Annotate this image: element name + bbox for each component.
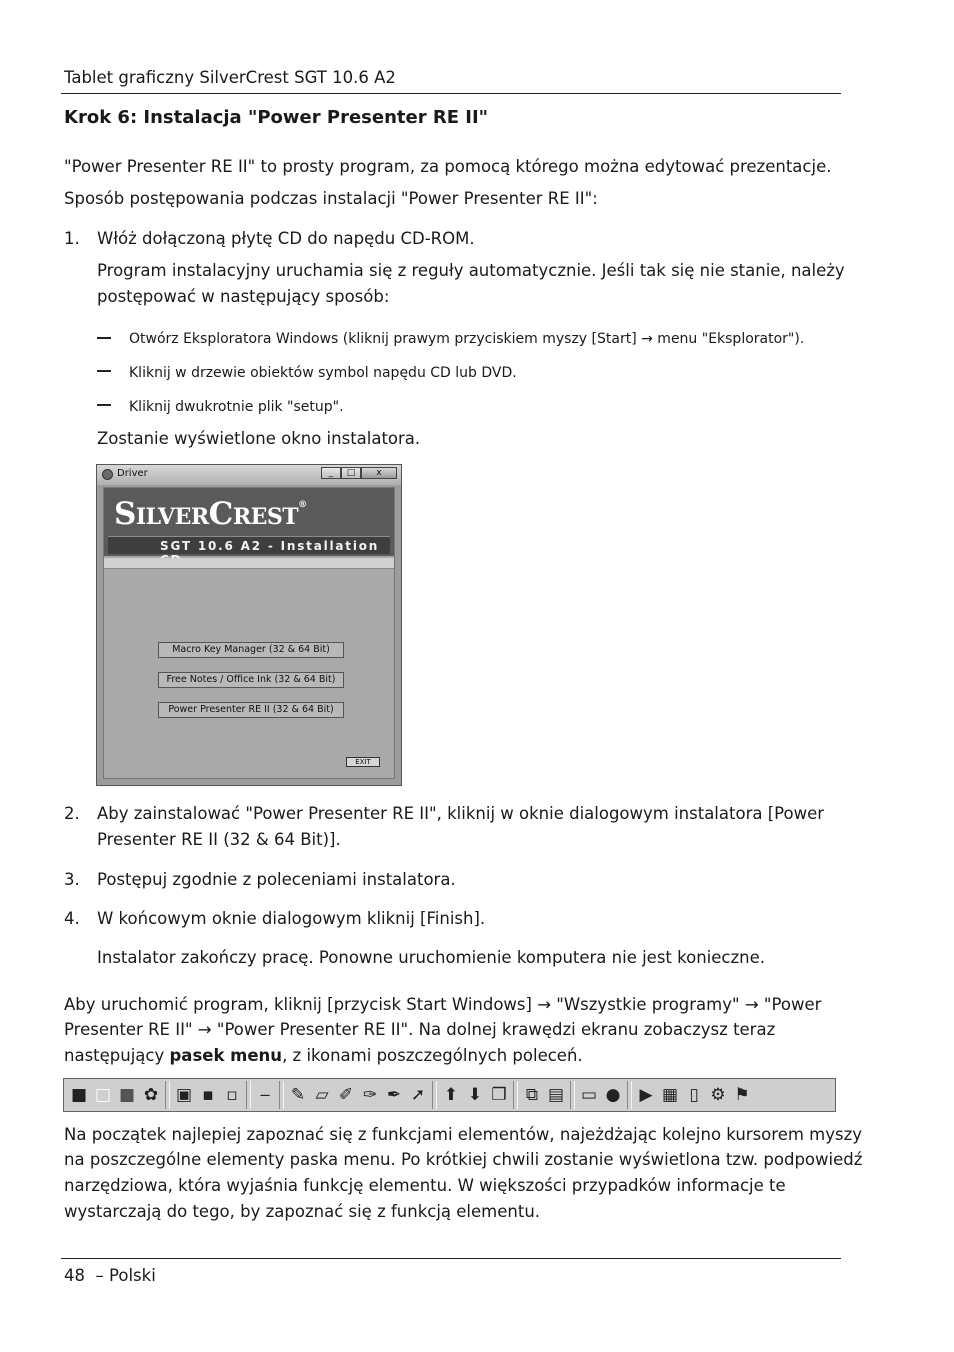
exit-button[interactable]: EXIT	[346, 757, 380, 767]
intro-paragraph: "Power Presenter RE II" to prosty program, za pomocą którego można edytować prezentacje.	[64, 157, 832, 176]
bullet-dash	[97, 337, 111, 339]
menu-bar-term: pasek menu	[169, 1046, 283, 1065]
installer-divider-strip	[104, 558, 394, 569]
save-icon[interactable]: ▤	[547, 1085, 565, 1105]
copy-pages-icon[interactable]: ❐	[491, 1085, 507, 1105]
highlighter-icon[interactable]: ✒	[386, 1085, 402, 1105]
toolbar-separator	[513, 1081, 518, 1109]
bullet-item: Kliknij w drzewie obiektów symbol napędu CD lub DVD.	[129, 365, 517, 381]
exit-icon[interactable]: ⚑	[734, 1085, 750, 1105]
step-2-line1: Aby zainstalować "Power Presenter RE II", kliknij w oknie dialogowym instalatora [Power	[97, 804, 825, 823]
toolbar-separator	[570, 1081, 575, 1109]
bullet-item: Otwórz Eksploratora Windows (kliknij prawym przyciskiem myszy [Start] → menu "Eksplorator").	[129, 331, 805, 347]
step-4-text: W końcowym oknie dialogowym kliknij [Finish].	[97, 909, 486, 928]
settings-icon[interactable]: ⚙	[710, 1085, 726, 1105]
running-header: Tablet graficzny SilverCrest SGT 10.6 A2	[64, 68, 396, 87]
line-width-icon[interactable]: ‒	[259, 1085, 271, 1105]
document-icon[interactable]: ▯	[689, 1085, 699, 1105]
arrow-down-icon[interactable]: ⬇	[467, 1085, 483, 1105]
step-1-note-line1: Program instalacyjny uruchamia się z reguły automatycznie. Jeśli tak się nie stanie, należy	[97, 261, 845, 280]
free-notes-button[interactable]: Free Notes / Office Ink (32 & 64 Bit)	[158, 672, 344, 688]
gray-board-icon[interactable]: ■	[118, 1085, 136, 1105]
footer-language: Polski	[109, 1266, 156, 1285]
minimize-button[interactable]: _	[321, 467, 341, 479]
footer-rule	[61, 1258, 841, 1259]
installer-subtitle-bar	[108, 536, 390, 554]
page-footer: 48 – Polski	[64, 1266, 156, 1285]
launch-line3: następujący pasek menu, z ikonami poszczególnych poleceń.	[64, 1046, 583, 1065]
play-icon[interactable]: ▶	[639, 1085, 653, 1105]
bullet-dash	[97, 404, 111, 406]
installer-window	[96, 464, 402, 786]
step-1-result: Zostanie wyświetlone okno instalatora.	[97, 429, 421, 448]
installer-client-area	[103, 487, 395, 779]
installer-window-title: Driver	[117, 468, 148, 479]
cursor-icon[interactable]: ➚	[410, 1085, 426, 1105]
step-1-note-line2: postępować w następujący sposób:	[97, 287, 390, 306]
closing-line3: narzędziowa, która wyjaśnia funkcję elementu. W większości przypadków informacje te	[64, 1176, 786, 1195]
closing-line2: na poszczególne elementy paska menu. Po krótkiej chwili zostanie wyświetlona tzw. podpowiedź	[64, 1150, 863, 1169]
installer-subtitle: SGT 10.6 A2 - Installation	[160, 539, 380, 553]
closing-line4: wystarczają do tego, by zapoznać się z funkcją elementu.	[64, 1202, 541, 1221]
intro-procedure: Sposób postępowania podczas instalacji "Power Presenter RE II":	[64, 189, 598, 208]
installer-banner	[104, 488, 394, 556]
monitor-icon[interactable]: ▪	[202, 1085, 214, 1105]
close-button[interactable]: x	[361, 467, 397, 479]
bullet-item: Kliknij dwukrotnie plik "setup".	[129, 399, 344, 415]
header-rule	[61, 93, 841, 94]
brush-icon[interactable]: ✑	[362, 1085, 378, 1105]
bullet-dash	[97, 370, 111, 372]
app-icon	[102, 469, 113, 480]
macro-key-manager-button[interactable]: Macro Key Manager (32 & 64 Bit)	[158, 642, 344, 658]
computer-icon[interactable]: ▦	[661, 1085, 679, 1105]
step-2-line2: Presenter RE II (32 & 64 Bit)].	[97, 830, 341, 849]
launch-line1: Aby uruchomić program, kliknij [przycisk Start Windows] → "Wszystkie programy" → "Power	[64, 995, 822, 1014]
toolbar-separator	[432, 1081, 437, 1109]
step-4-number: 4.	[64, 909, 80, 928]
eraser-icon[interactable]: ▱	[315, 1085, 329, 1105]
step-2-number: 2.	[64, 804, 80, 823]
presenter-menu-bar	[63, 1078, 836, 1112]
toolbar-separator	[279, 1081, 284, 1109]
step-1-number: 1.	[64, 229, 80, 248]
arrow-up-icon[interactable]: ⬆	[443, 1085, 459, 1105]
folder-icon[interactable]: ▭	[580, 1085, 598, 1105]
installer-titlebar	[97, 465, 401, 485]
screen-capture-icon[interactable]: ⧉	[525, 1085, 539, 1105]
marker-icon[interactable]: ✐	[338, 1085, 354, 1105]
color-palette-icon[interactable]: ✿	[143, 1085, 159, 1105]
toolbar-separator	[246, 1081, 251, 1109]
step-1-text: Włóż dołączoną płytę CD do napędu CD-ROM.	[97, 229, 475, 248]
toolbar-separator	[165, 1081, 170, 1109]
step-3-number: 3.	[64, 870, 80, 889]
maximize-button[interactable]: □	[341, 467, 361, 479]
record-icon[interactable]: ●	[605, 1085, 621, 1105]
white-board-icon[interactable]: □	[94, 1085, 112, 1105]
power-presenter-button[interactable]: Power Presenter RE II (32 & 64 Bit)	[158, 702, 344, 718]
monitor-light-icon[interactable]: ▫	[226, 1085, 238, 1105]
closing-line1: Na początek najlepiej zapoznać się z funkcjami elementów, najeżdżając kolejno kursorem myszy	[64, 1125, 863, 1144]
silvercrest-logo: SilverCrest®	[114, 496, 307, 532]
toolbar-separator	[627, 1081, 632, 1109]
monitor-dark-icon[interactable]: ▣	[175, 1085, 193, 1105]
launch-line2: Presenter RE II" → "Power Presenter RE II". Na dolnej krawędzi ekranu zobaczysz teraz	[64, 1020, 776, 1039]
page-number: 48	[64, 1266, 85, 1285]
black-board-icon[interactable]: ■	[70, 1085, 88, 1105]
step-3-text: Postępuj zgodnie z poleceniami instalatora.	[97, 870, 456, 889]
step-4-result: Instalator zakończy pracę. Ponowne uruchomienie komputera nie jest konieczne.	[97, 948, 765, 967]
section-heading: Krok 6: Instalacja "Power Presenter RE II"	[64, 107, 489, 128]
pen-icon[interactable]: ✎	[290, 1085, 306, 1105]
